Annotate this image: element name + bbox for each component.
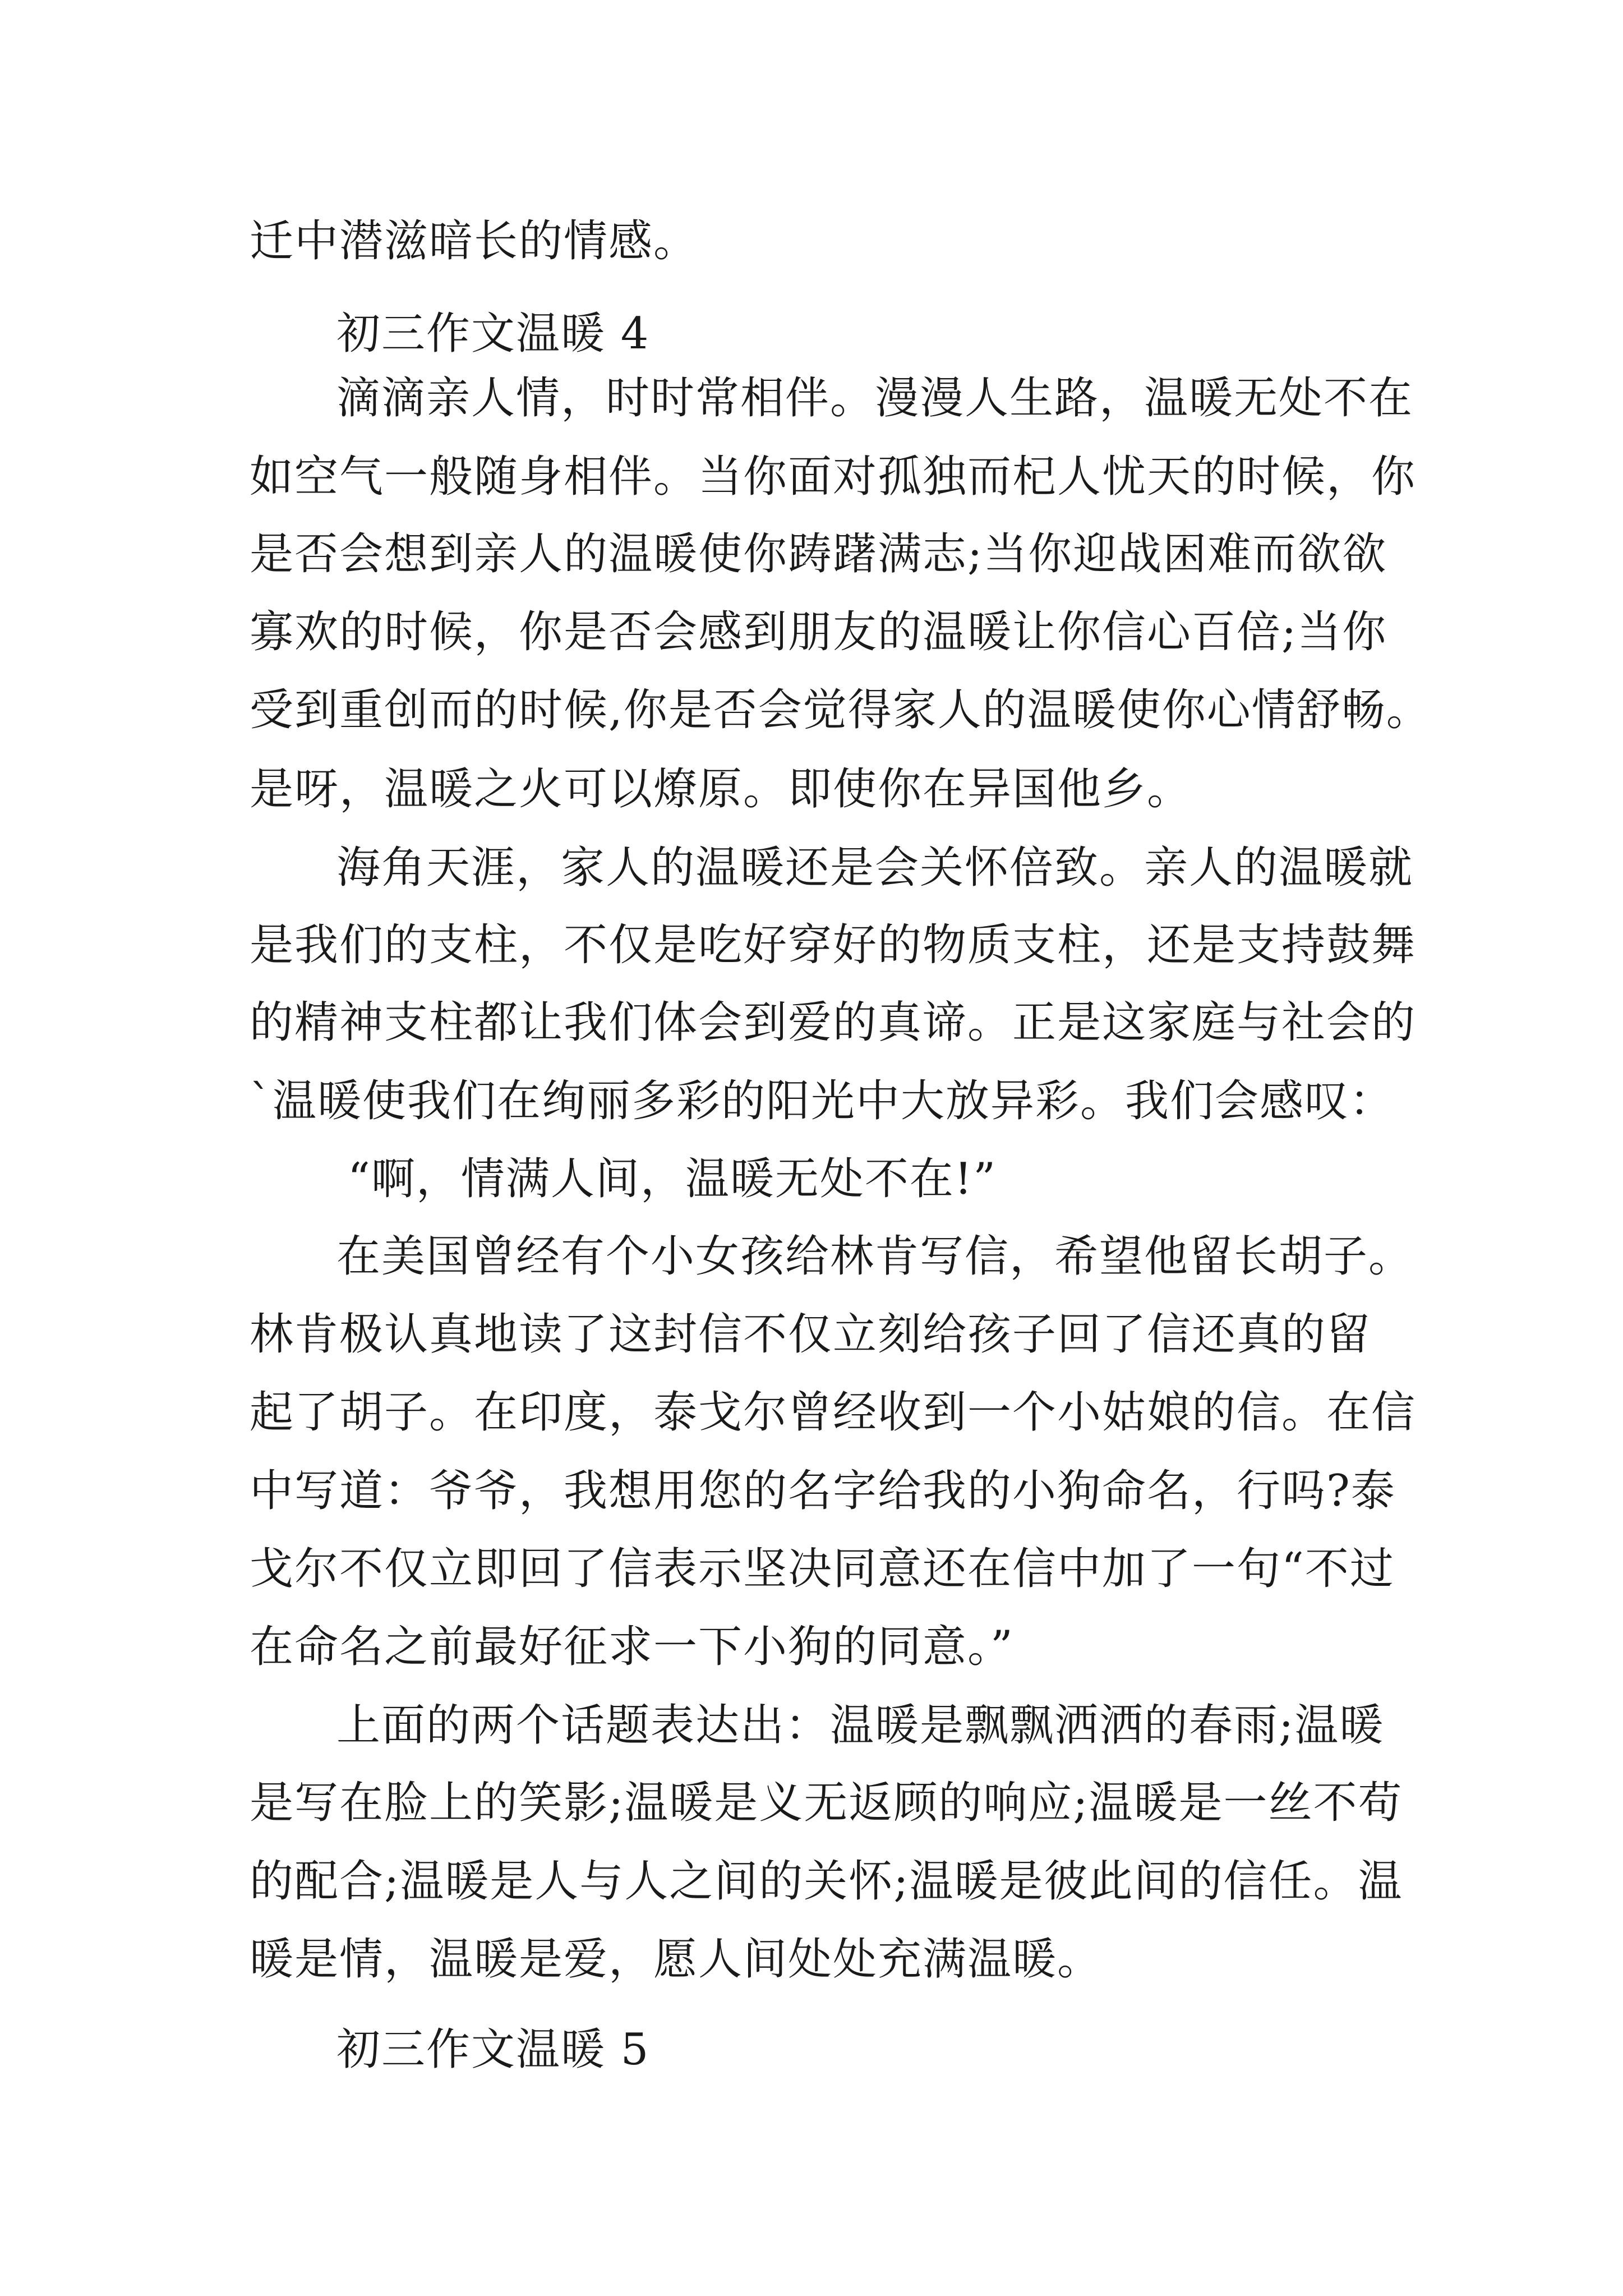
paragraph-line: 是否会想到亲人的温暖使你踌躇满志;当你迎战困难而欲欲 (250, 529, 1387, 579)
paragraph-line: 的配合;温暖是人与人之间的关怀;温暖是彼此间的信任。温 (250, 1856, 1403, 1907)
text-line: 迁中潜滋暗长的情感。 (250, 216, 699, 266)
paragraph-line: 中写道：爷爷，我想用您的名字给我的小狗命名，行吗?泰 (250, 1466, 1396, 1516)
paragraph-line: `温暖使我们在绚丽多彩的阳光中大放异彩。我们会感叹： (250, 1076, 1395, 1126)
paragraph-line: 的精神支柱都让我们体会到爱的真谛。正是这家庭与社会的 (250, 997, 1417, 1048)
paragraph-line: 是写在脸上的笑影;温暖是义无返顾的响应;温暖是一丝不苟 (250, 1778, 1403, 1828)
quote-line: “啊，情满人间，温暖无处不在!” (348, 1154, 997, 1204)
paragraph-line: 上面的两个话题表达出：温暖是飘飘洒洒的春雨;温暖 (336, 1700, 1385, 1751)
paragraph-line: 寡欢的时候，你是否会感到朋友的温暖让你信心百倍;当你 (250, 607, 1387, 657)
paragraph-line: 是呀，温暖之火可以燎原。即使你在异国他乡。 (250, 764, 1192, 815)
paragraph-line: 是我们的支柱，不仅是吃好穿好的物质支柱，还是支持鼓舞 (250, 920, 1417, 970)
paragraph-line: 受到重创而的时候,你是否会觉得家人的温暖使你心情舒畅。 (250, 685, 1431, 735)
section-heading: 初三作文温暖 5 (336, 2024, 650, 2075)
paragraph-line: 林肯极认真地读了这封信不仅立刻给孩子回了信还真的留 (250, 1309, 1372, 1360)
paragraph-line: 海角天涯，家人的温暖还是会关怀倍致。亲人的温暖就 (336, 843, 1414, 893)
section-heading: 初三作文温暖 4 (336, 309, 650, 359)
paragraph-line: 滴滴亲人情，时时常相伴。漫漫人生路，温暖无处不在 (336, 373, 1414, 424)
paragraph-line: 暖是情，温暖是爱，愿人间处处充满温暖。 (250, 1934, 1103, 1985)
paragraph-line: 起了胡子。在印度，泰戈尔曾经收到一个小姑娘的信。在信 (250, 1387, 1417, 1438)
paragraph-line: 戈尔不仅立即回了信表示坚决同意还在信中加了一句“不过 (250, 1544, 1395, 1594)
paragraph-line: 在美国曾经有个小女孩给林肯写信，希望他留长胡子。 (336, 1231, 1414, 1282)
paragraph-line: 在命名之前最好征求一下小狗的同意。” (250, 1622, 1014, 1672)
paragraph-line: 如空气一般随身相伴。当你面对孤独而杞人忧天的时候，你 (250, 452, 1417, 502)
